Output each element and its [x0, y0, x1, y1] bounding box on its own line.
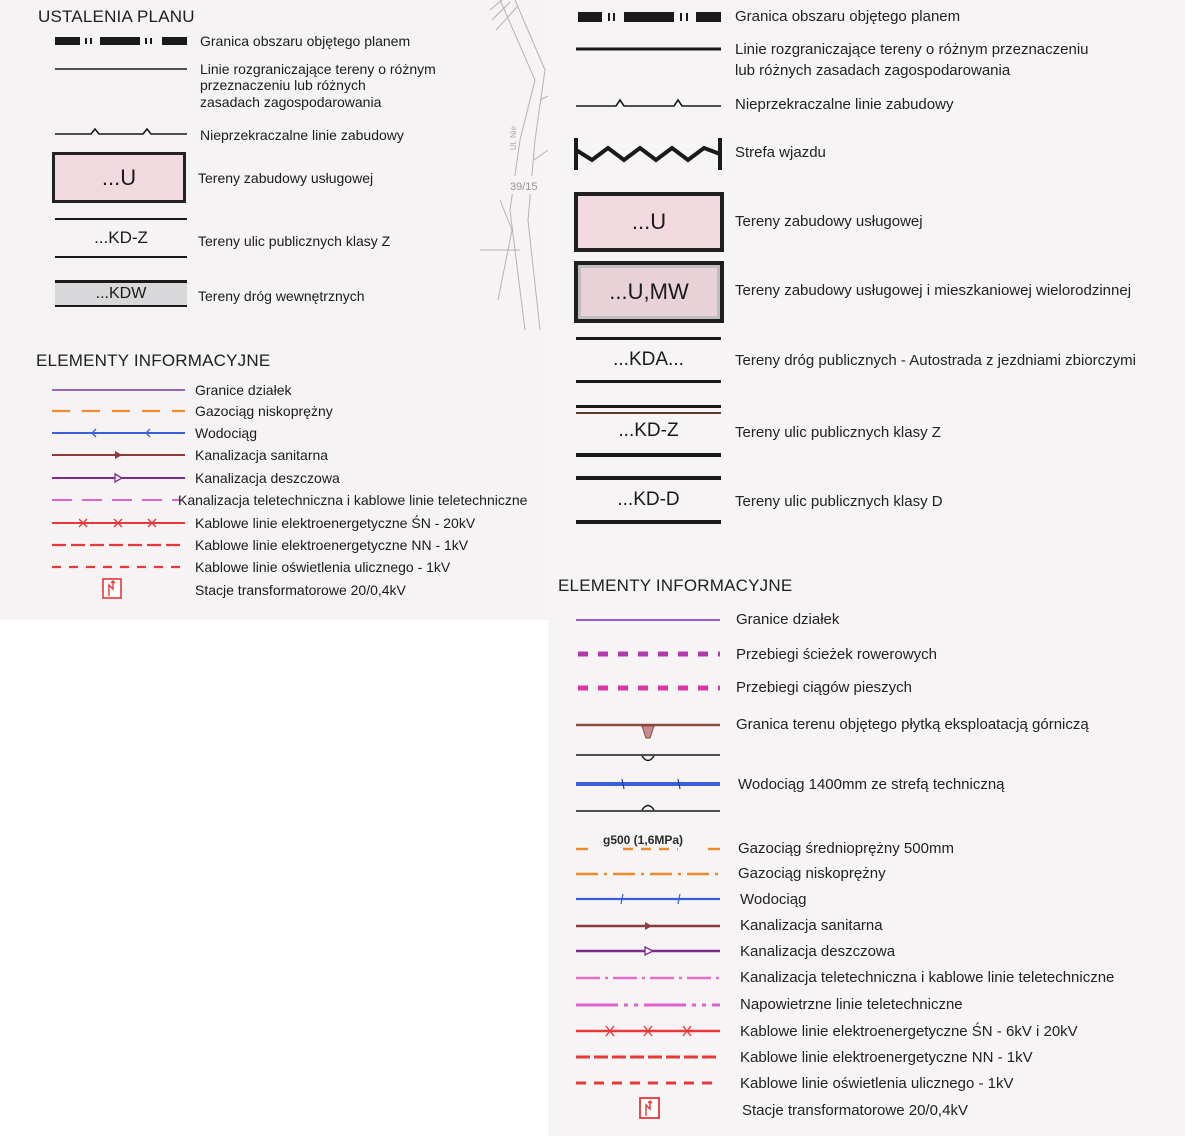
building-line-symbol: [55, 124, 187, 140]
legend-label: Tereny ulic publicznych klasy D: [735, 493, 943, 510]
info-label: Kablowe linie elektroenergetyczne ŚN - 6kV i 20kV: [740, 1023, 1078, 1040]
map-parcel-label: 39/15: [510, 181, 538, 193]
legend-label: Granica obszaru objętego planem: [735, 8, 961, 25]
info-label: Wodociąg 1400mm ze strefą techniczną: [738, 776, 1005, 793]
info-label: Przebiegi ciągów pieszych: [736, 679, 912, 696]
legend-label-line1: Linie rozgraniczające tereny o różnym przeznaczeniu: [735, 41, 1089, 58]
legend-row-boundary: [0, 32, 548, 50]
info-label: Gazociąg średnioprężny 500mm: [738, 840, 954, 857]
kdz-road-symbol: ...KD-Z: [55, 218, 187, 258]
legend-row-building-lines: [548, 94, 1185, 114]
legend-row-kdw: [0, 280, 548, 308]
legend-label-line2: przeznaczeniu lub różnych: [200, 77, 366, 93]
kdw-road-symbol: ...KDW: [55, 280, 187, 307]
info-label: Granice działek: [195, 382, 292, 398]
legend-row-entry-zone: [548, 136, 1185, 172]
kda-road-symbol: ...KDA...: [576, 337, 721, 383]
legend-row-kdz: [548, 405, 1185, 457]
info-label: Wodociąg: [195, 425, 258, 441]
building-line-symbol: [576, 94, 721, 110]
legend-label-line1: Linie rozgraniczające tereny o różnym: [200, 61, 436, 77]
info-label: Gazociąg niskoprężny: [738, 865, 886, 882]
legend-row-dividing: [548, 40, 1185, 84]
gas-pressure-tag: g500 (1,6MPa): [603, 833, 684, 847]
legend-row-kdd: [548, 476, 1185, 524]
info-label: Granice działek: [736, 611, 840, 628]
map-street-label: Ul. Nie: [509, 125, 518, 150]
legend-label: Tereny ulic publicznych klasy Z: [198, 233, 391, 249]
info-label: Wodociąg: [740, 891, 807, 908]
info-label: Kanalizacja sanitarna: [195, 447, 329, 463]
legend-label: Tereny ulic publicznych klasy Z: [735, 424, 941, 441]
boundary-symbol: [578, 8, 723, 26]
info-label: Napowietrzne linie teletechniczne: [740, 996, 963, 1013]
info-label: Kablowe linie elektroenergetyczne NN - 1kV: [195, 537, 469, 553]
legend-label-line2: lub różnych zasadach zagospodarowania: [735, 62, 1011, 79]
right-legend-panel: [548, 0, 1185, 1136]
legend-label: Nieprzekraczalne linie zabudowy: [735, 96, 954, 113]
legend-label: Granica obszaru objętego planem: [200, 33, 411, 49]
info-label: Kanalizacja sanitarna: [740, 917, 883, 934]
info-label: Kanalizacja teletechniczna i kablowe linie teletechniczne: [740, 969, 1115, 986]
transformer-station-icon: [103, 579, 121, 598]
legend-label: Tereny zabudowy usługowej i mieszkaniowej wielorodzinnej: [735, 282, 1132, 299]
info-label: Kanalizacja deszczowa: [195, 470, 340, 486]
info-label: Przebiegi ścieżek rowerowych: [736, 646, 937, 663]
legend-row-kdz: [0, 218, 548, 260]
info-section-title: ELEMENTY INFORMACYJNE: [36, 351, 271, 370]
service-residential-zone-symbol: ...U,MW: [574, 261, 724, 323]
info-section-title: ELEMENTY INFORMACYJNE: [558, 576, 793, 595]
legend-row-service-mw: [548, 261, 1185, 323]
info-label: Stacje transformatorowe 20/0,4kV: [742, 1102, 968, 1119]
dividing-line-symbol: [576, 46, 721, 52]
info-label: Kablowe linie elektroenergetyczne ŚN - 20kV: [195, 515, 476, 531]
left-legend-panel: [0, 0, 548, 620]
legend-row-boundary: [548, 8, 1185, 26]
left-info-symbols: [0, 380, 200, 610]
info-label: Stacje transformatorowe 20/0,4kV: [195, 582, 406, 598]
legend-label-line3: zasadach zagospodarowania: [200, 94, 382, 110]
legend-row-building-lines: [0, 124, 548, 144]
kdz-road-symbol: [576, 405, 721, 457]
legend-label: Tereny dróg wewnętrznych: [198, 288, 365, 304]
service-zone-symbol: ...U: [574, 192, 724, 252]
legend-row-service: [0, 152, 548, 204]
legend-label: Strefa wjazdu: [735, 144, 826, 161]
legend-row-service: [548, 192, 1185, 252]
legend-row-dividing: [0, 60, 548, 114]
kdd-road-symbol: ...KD-D: [576, 476, 721, 524]
info-label: Kablowe linie oświetlenia ulicznego - 1kV: [195, 559, 451, 575]
dividing-line-symbol: [55, 67, 187, 71]
info-label: Kanalizacja teletechniczna i kablowe linie teletechniczne: [178, 492, 528, 508]
info-label: Gazociąg niskoprężny: [195, 403, 333, 419]
service-zone-symbol: ...U: [52, 152, 186, 203]
legend-label: Nieprzekraczalne linie zabudowy: [200, 127, 404, 143]
legend-label: Tereny dróg publicznych - Autostrada z jezdniami zbiorczymi: [735, 352, 1137, 369]
info-label: Granica terenu objętego płytką eksploatacją górniczą: [736, 716, 1089, 733]
legend-label: Tereny zabudowy usługowej: [198, 170, 374, 186]
boundary-symbol: [55, 32, 190, 50]
plan-section-title: USTALENIA PLANU: [38, 7, 195, 26]
right-info-symbols: [548, 605, 733, 1125]
info-label: Kablowe linie oświetlenia ulicznego - 1kV: [740, 1075, 1014, 1092]
info-label: Kablowe linie elektroenergetyczne NN - 1kV: [740, 1049, 1033, 1066]
entry-zone-symbol: [574, 136, 724, 172]
legend-label: Tereny zabudowy usługowej: [735, 213, 923, 230]
info-label: Kanalizacja deszczowa: [740, 943, 896, 960]
legend-row-kda: [548, 337, 1185, 383]
road-code: ...KD-Z: [618, 419, 679, 441]
